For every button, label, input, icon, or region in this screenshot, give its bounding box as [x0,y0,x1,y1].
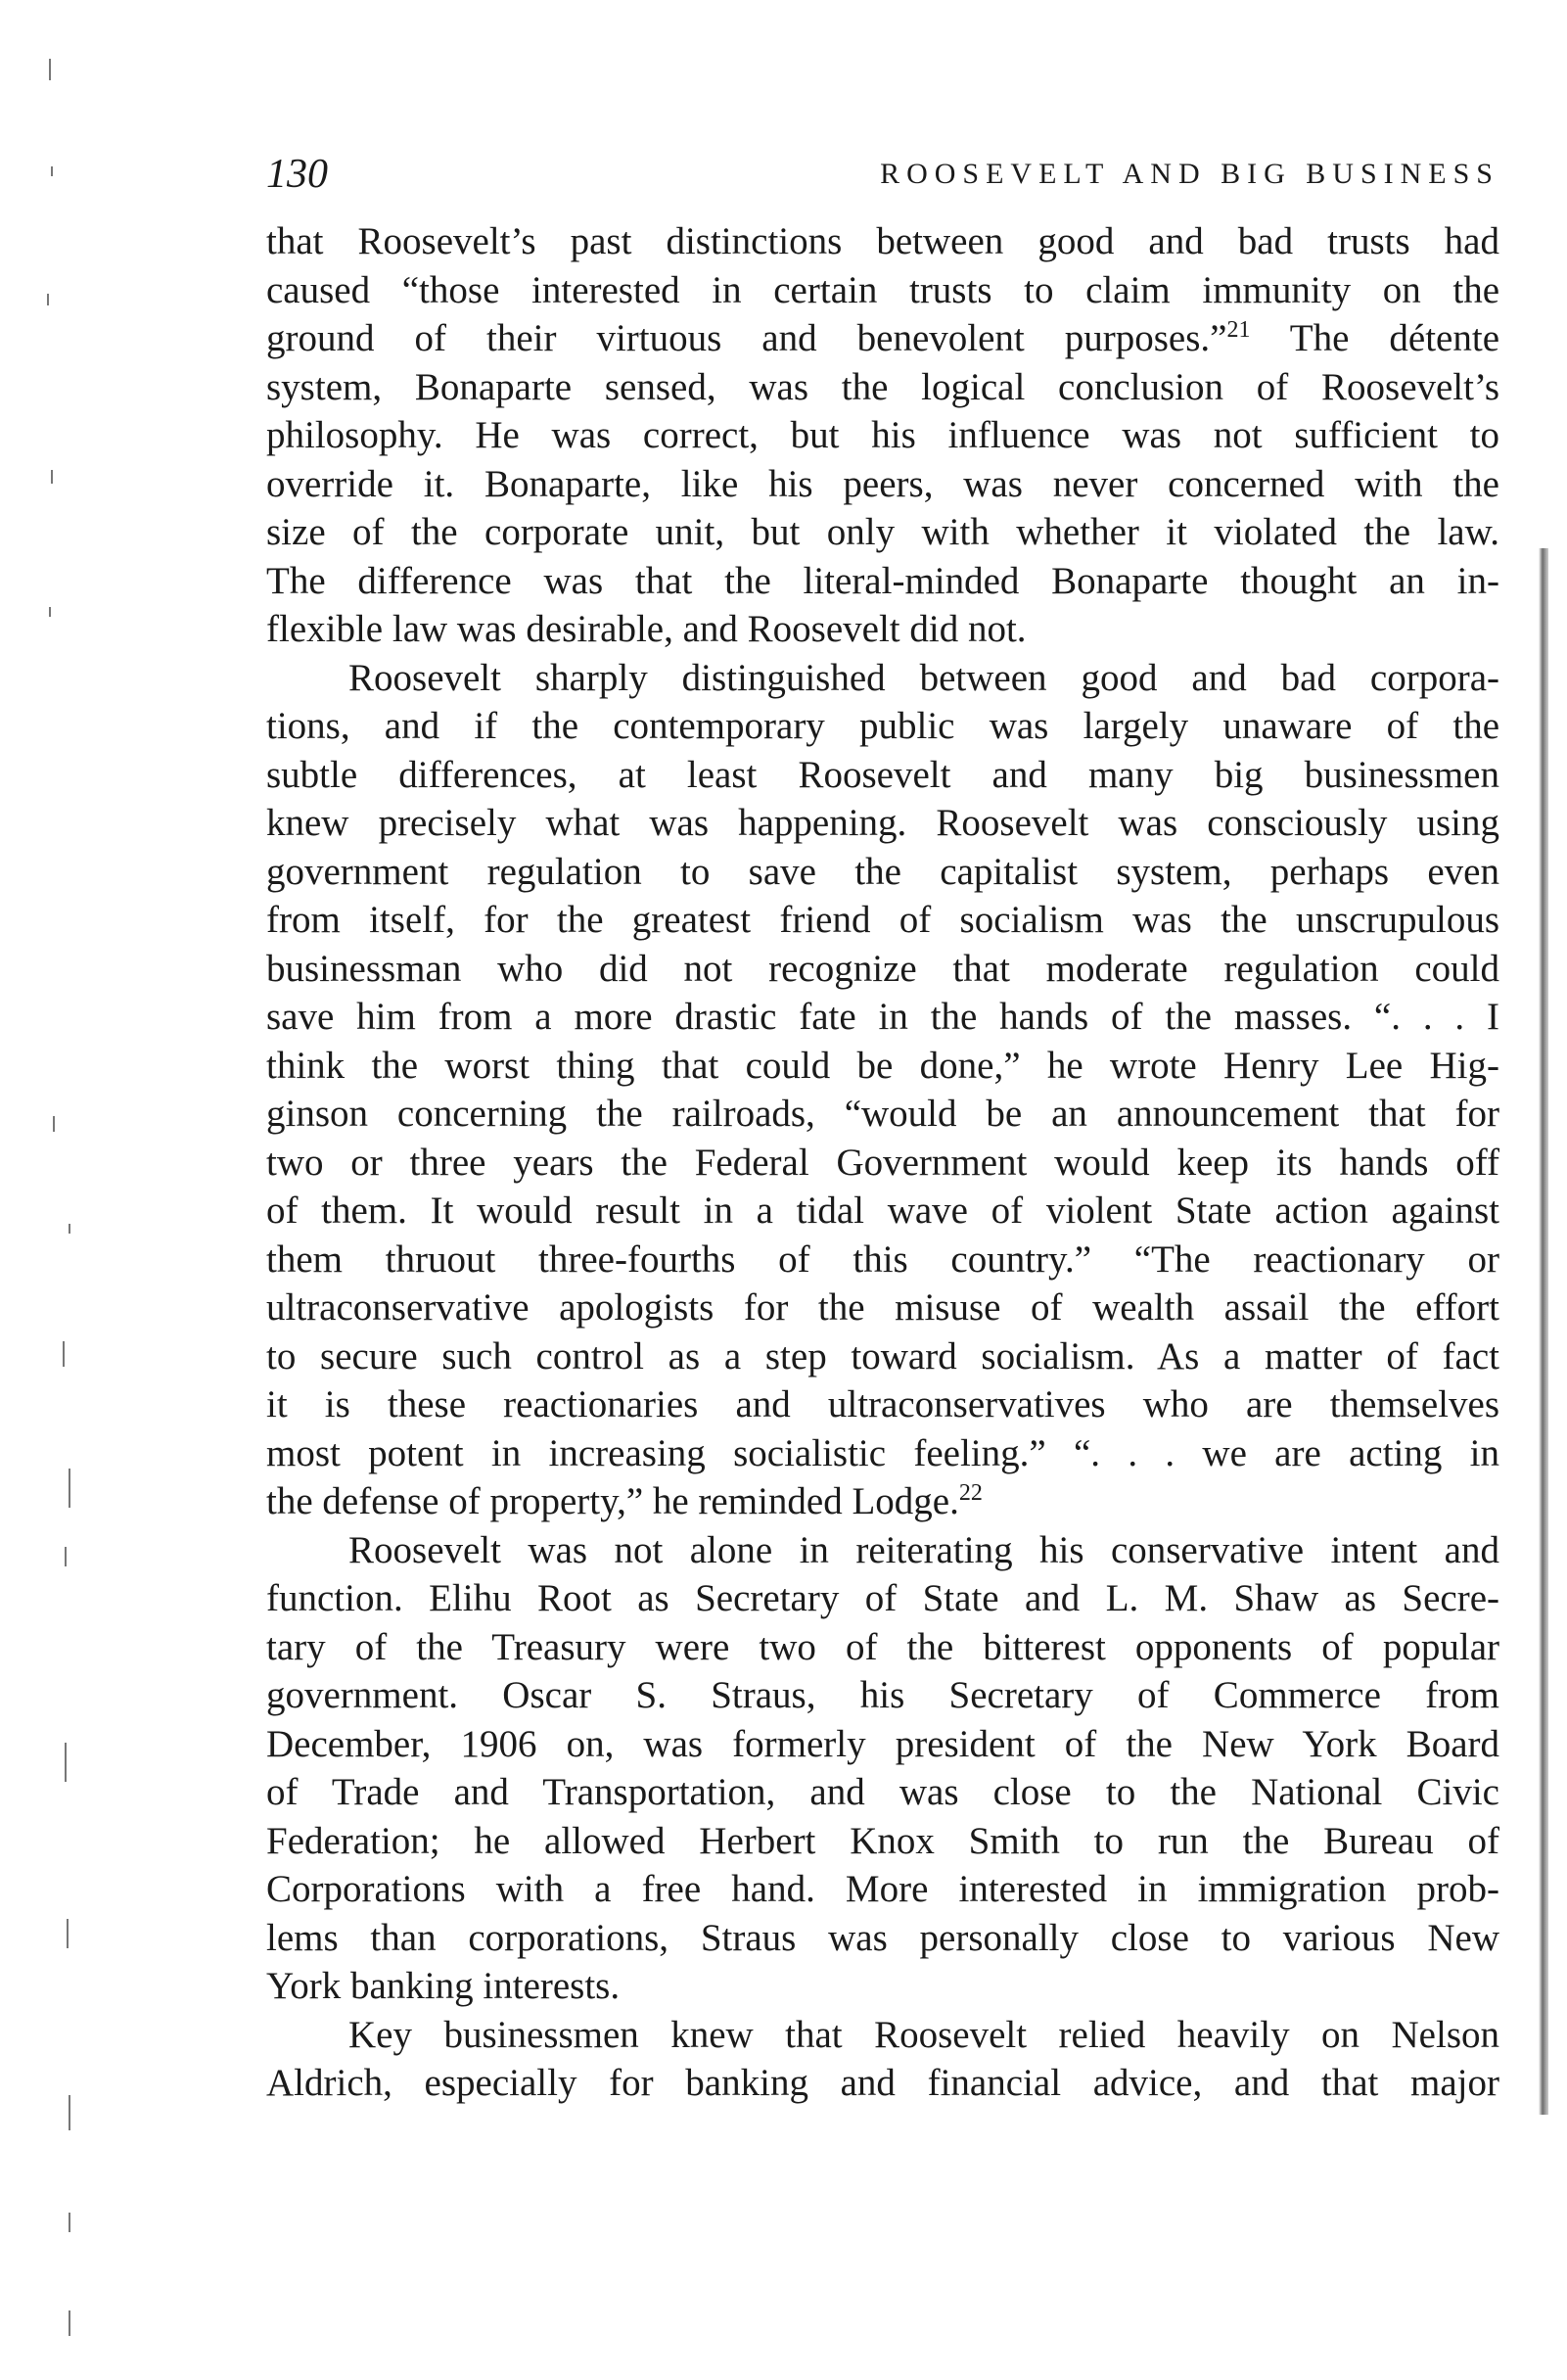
text-fragment: ground of their virtuous and benevolent purposes.” [266,317,1227,359]
text-line: size of the corporate unit, but only with whether it violated the law. [266,511,1499,553]
body-text [266,217,1499,2108]
text-line: Aldrich, especially for banking and financial advice, and that major [266,2062,1499,2104]
text-line: knew precisely what was happening. Roosevelt was consciously using [266,802,1499,844]
running-head [266,145,1499,204]
paragraph-4 [266,2011,1499,2108]
text-line: ultraconservative apologists for the misuse of wealth assail the effort [266,1286,1499,1329]
text-line: tions, and if the contemporary public was largely unaware of the [266,705,1499,747]
text-line: ginson concerning the railroads, “would be an announcement that for [266,1093,1499,1135]
text-line: businessman who did not recognize that moderate regulation could [266,947,1499,990]
text-line: from itself, for the greatest friend of socialism was the unscrupulous [266,899,1499,941]
page-number: 130 [266,152,328,197]
text-line: Roosevelt sharply distinguished between good and bad corpora- [348,656,1499,699]
text-line: override it. Bonaparte, like his peers, was never concerned with the [266,462,1499,505]
text-line: that Roosevelt’s past distinctions between good and bad trusts had [266,220,1499,262]
text-line: most potent in increasing socialistic feeling.” “. . . we are acting in [266,1431,1499,1474]
text-line: Corporations with a free hand. More interested in immigration prob- [266,1868,1499,1910]
paragraph-1 [266,217,1499,654]
text-line: The difference was that the literal-minded Bonaparte thought an in- [266,559,1499,602]
text-line: system, Bonaparte sensed, was the logical conclusion of Roosevelt’s [266,365,1499,408]
footnote-ref-22: 22 [958,1480,983,1506]
text-line: Federation; he allowed Herbert Knox Smith to run the Bureau of [266,1819,1499,1862]
text-line: Roosevelt was not alone in reiterating his conservative intent and [348,1528,1499,1571]
text-line: government regulation to save the capitalist system, perhaps even [266,850,1499,893]
paragraph-3 [266,1526,1499,2011]
scan-binding-shadow [1539,548,1548,2115]
text-line: subtle differences, at least Roosevelt and many big businessmen [266,753,1499,796]
text-line: of Trade and Transportation, and was close to the National Civic [266,1771,1499,1813]
text-line: Key businessmen knew that Roosevelt relied heavily on Nelson [348,2013,1499,2056]
text-line: it is these reactionaries and ultraconservatives who are themselves [266,1383,1499,1425]
text-line: of them. It would result in a tidal wave of violent State action against [266,1190,1499,1232]
text-line: government. Oscar S. Straus, his Secretary of Commerce from [266,1674,1499,1716]
running-title: ROOSEVELT AND BIG BUSINESS [880,158,1499,190]
text-line: caused “those interested in certain trusts to claim immunity on the [266,268,1499,311]
text-line: think the worst thing that could be done,” he wrote Henry Lee Hig- [266,1044,1499,1087]
scan-margin-specks [39,59,137,2310]
text-line: lems than corporations, Straus was personally close to various New [266,1916,1499,1959]
text-line: York banking interests. [266,1965,621,2007]
text-line: philosophy. He was correct, but his influence was not sufficient to [266,414,1499,456]
text-line: function. Elihu Root as Secretary of State and L. M. Shaw as Secre- [266,1577,1499,1619]
text-fragment: the defense of property,” he reminded Lodge. [266,1480,959,1522]
text-line: them thruout three-fourths of this country.” “The reactionary or [266,1237,1499,1281]
text-line: two or three years the Federal Government would keep its hands off [266,1141,1499,1184]
paragraph-2 [266,654,1499,1526]
text-fragment: The détente [1250,317,1499,359]
text-line: flexible law was desirable, and Roosevelt did not. [266,608,1027,650]
text-line: to secure such control as a step toward socialism. As a matter of fact [266,1334,1499,1377]
text-line-with-footnote [266,314,1499,363]
text-line: save him from a more drastic fate in the hands of the masses. “. . . I [266,996,1499,1038]
text-line: tary of the Treasury were two of the bitterest opponents of popular [266,1625,1499,1668]
text-line-with-footnote [266,1477,1499,1526]
footnote-ref-21: 21 [1226,317,1251,343]
text-line: December, 1906 on, was formerly president of the New York Board [266,1722,1499,1765]
